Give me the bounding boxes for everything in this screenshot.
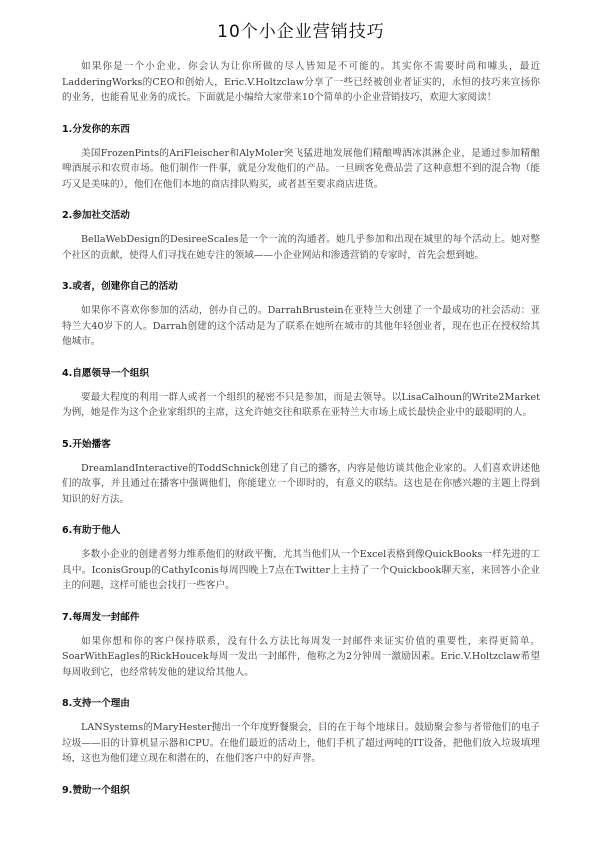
section-heading: 8.支持一个理由 <box>62 698 130 709</box>
section-heading: 7.每周发一封邮件 <box>62 611 140 623</box>
section-paragraph: 多数小企业的创建者努力维系他们的财政平衡，尤其当他们从一个Excel表格到像QuickBooks一样先进的工具中。IconisGroup的CathyIconis每周四晚上7点在Twitter上主持了一个Quickbook聊天室，来回答小企业主的问题，这样可能也会找打一些客户。 <box>62 549 540 591</box>
section-heading: 9.赞助一个组织 <box>62 784 130 796</box>
section-heading: 5.开始播客 <box>62 438 111 450</box>
section-paragraph: 要最大程度的利用一群人或者一个组织的秘密不只是参加，而是去领导。以LisaCalhoun的Write2Market为例，她是作为这个企业家组织的主席，这允许她交往和联系在亚特兰大市场上成长最快企业中的最聪明的人。 <box>62 391 540 418</box>
section-paragraph: 美国FrozenPints的AriFleischer和AlyMoler突飞猛进地发展他们精酿啤酒冰淇淋企业，是通过参加精酿啤酒展示和农贸市场。他们制作一件事，就是分发他们的产品。一旦顾客免费品尝了这种意想不到的混合物（能巧又是美味的），他们在他们本地的商店排队购买，或者甚至要求商店进货。 <box>62 147 540 190</box>
section-paragraph: 如果你不喜欢你参加的活动，创办自己的。DarrahBrustein在亚特兰大创建了一个最成功的社会活动：亚特兰大40岁下的人。Darrah创建的这个活动是为了联系在她所在城市的其他年轻创业者，现在也正在授权给其他城市。 <box>62 305 540 347</box>
section-paragraph: DreamlandInteractive的ToddSchnick创建了自己的播客，内容是他访谈其他企业家的。人们喜欢讲述他们的故事，并且通过在播客中强调他们，你能建立一个即时的，有意义的联结。这也是在你感兴趣的主题上得到知识的好方法。 <box>62 462 540 505</box>
section-paragraph: LANSystems的MaryHester抛出一个年度野餐聚会，目的在于每个地球日。鼓励聚会参与者带他们的电子垃圾——旧的计算机显示器和CPU。在他们最近的活动上，他们手机了超过两吨的IT设备，把他们放入垃圾填埋场，这也为他们建立现在和潜在的，在他们客户中的好声誉。 <box>62 722 540 764</box>
section-paragraph: 如果你想和你的客户保持联系，没有什么方法比每周发一封邮件来证实价值的重要性，来得更简单。SoarWithEagles的RickHoucek每周一发出一封邮件，他称之为2分钟周一激励因素。Eric.V.Holtzclaw希望每周收到它，也经常转发他的建议给其他人。 <box>62 635 540 678</box>
section-paragraph: BellaWebDesign的DesireeScales是一个一流的沟通者。她几乎参加和出现在城里的每个活动上。她对整个社区的贡献，使得人们寻找在她专注的领域——小企业网站和渗透营销的专家时，首先会想到她。 <box>62 234 540 261</box>
section-heading: 6.有助于他人 <box>62 525 121 536</box>
page-title: 10个小企业营销技巧 <box>217 22 385 42</box>
intro-paragraph: 如果你是一个小企业，你会认为让你所做的尽人皆知是不可能的。其实你不需要时尚和噱头，最近LadderingWorks的CEO和创始人，Eric.V.Holtzclaw分享了一些已经被创业者证实的，永恒的技巧来宣扬你的业务，也能看见业务的成长。下面就是小编给大家带来10个简单的小企业营销技巧，欢迎大家阅读！ <box>62 61 540 103</box>
section-heading: 4.自愿领导一个组织 <box>62 367 150 379</box>
section-heading: 3.或者，创建你自己的活动 <box>62 281 178 292</box>
section-heading: 2.参加社交活动 <box>62 210 130 221</box>
sections-container <box>62 124 540 797</box>
section-heading: 1.分发你的东西 <box>62 123 130 135</box>
